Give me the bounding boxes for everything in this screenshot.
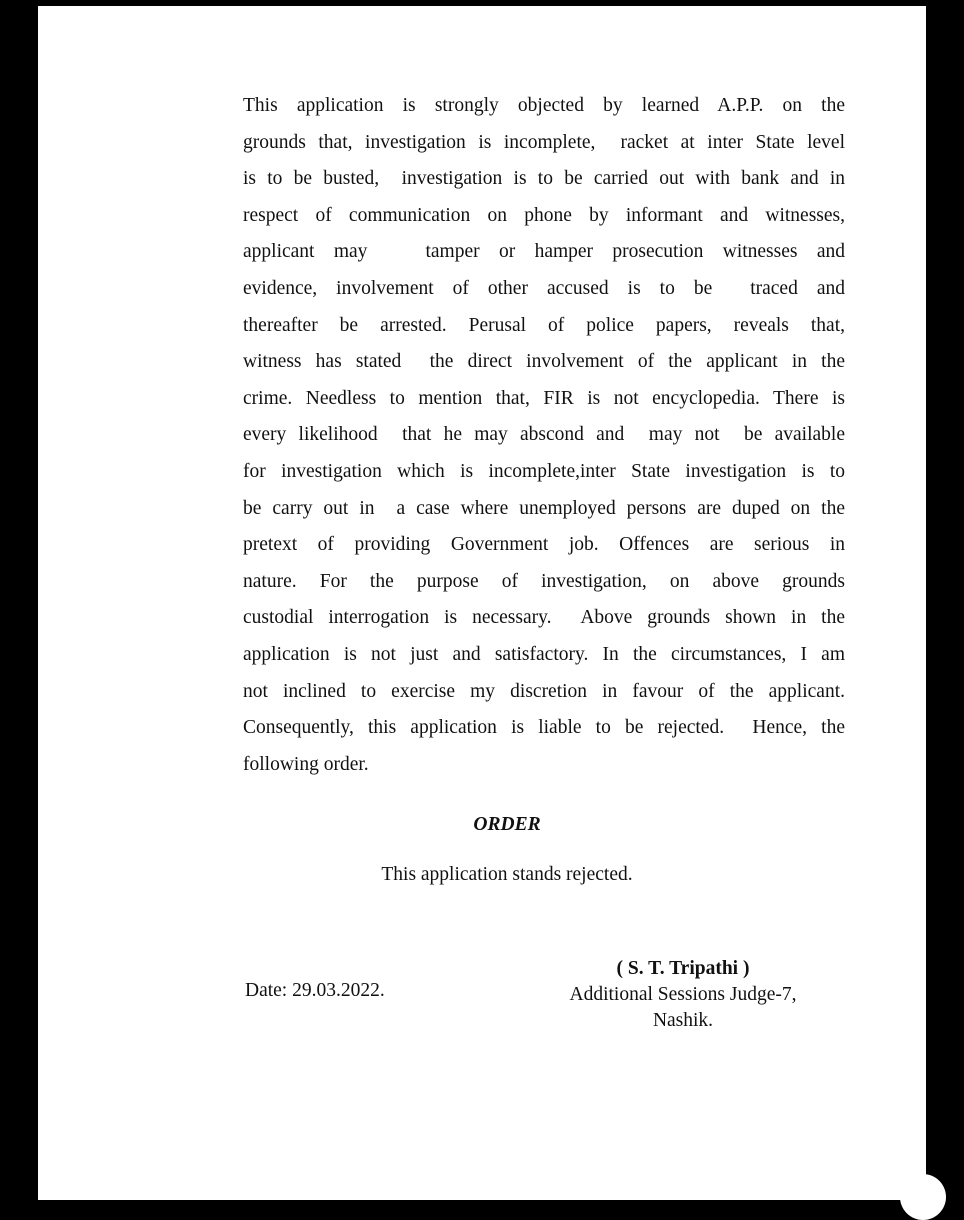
body-line: witness has stated the direct involvement of the applicant in the — [243, 351, 845, 373]
body-line: not inclined to exercise my discretion in favour of the applicant. — [243, 680, 845, 702]
signatory-name: ( S. T. Tripathi ) — [616, 958, 750, 979]
order-text: This application stands rejected. — [381, 864, 633, 885]
body-line: following order. — [243, 753, 369, 775]
body-line: for investigation which is incomplete,inter State investigation is to — [243, 460, 845, 482]
body-line: is to be busted, investigation is to be carried out with bank and in — [243, 168, 845, 190]
signatory-title: Additional Sessions Judge-7, — [569, 984, 797, 1005]
order-heading: ORDER — [473, 814, 541, 835]
body-line: thereafter be arrested. Perusal of police papers, reveals that, — [243, 314, 845, 336]
body-line: respect of communication on phone by informant and witnesses, — [243, 204, 845, 226]
body-line: Consequently, this application is liable to be rejected. Hence, the — [243, 717, 845, 739]
body-line: crime. Needless to mention that, FIR is not encyclopedia. There is — [243, 387, 845, 409]
page-corner — [900, 1174, 946, 1220]
order-date: Date: 29.03.2022. — [245, 980, 385, 1001]
body-line: custodial interrogation is necessary. Above grounds shown in the — [243, 607, 845, 629]
body-line: application is not just and satisfactory. In the circumstances, I am — [243, 643, 845, 665]
document-page — [38, 6, 926, 1200]
body-line: evidence, involvement of other accused is to be traced and — [243, 277, 845, 299]
body-line: every likelihood that he may abscond and may not be available — [243, 424, 845, 446]
body-line: be carry out in a case where unemployed persons are duped on the — [243, 497, 845, 519]
signatory-place: Nashik. — [652, 1010, 714, 1031]
body-line: pretext of providing Government job. Offences are serious in — [243, 534, 845, 556]
body-line: This application is strongly objected by learned A.P.P. on the — [243, 95, 845, 116]
body-line: applicant may tamper or hamper prosecution witnesses and — [243, 241, 845, 263]
signature-block — [518, 956, 848, 1034]
order-body — [243, 88, 845, 783]
body-line: grounds that, investigation is incomplete, racket at inter State level — [243, 131, 845, 153]
body-line: nature. For the purpose of investigation, on above grounds — [243, 570, 845, 592]
